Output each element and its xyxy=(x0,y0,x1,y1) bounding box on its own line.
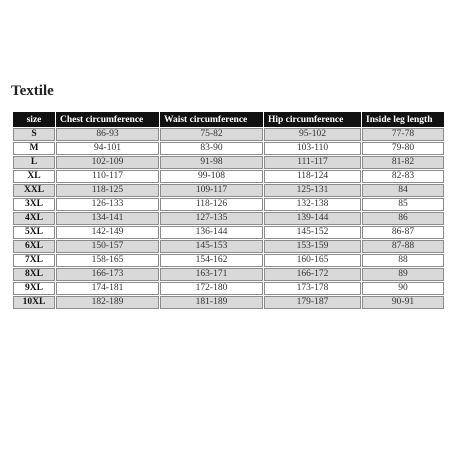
table-row xyxy=(13,296,444,309)
size-cell: 6XL xyxy=(13,240,55,253)
size-cell: 8XL xyxy=(13,268,55,281)
leg-cell: 77-78 xyxy=(362,128,444,141)
table-header-row xyxy=(13,112,444,127)
waist-cell: 99-108 xyxy=(160,170,263,183)
header-chest: Chest circumference xyxy=(56,112,159,127)
waist-cell: 118-126 xyxy=(160,198,263,211)
hip-cell: 160-165 xyxy=(264,254,361,267)
waist-cell: 127-135 xyxy=(160,212,263,225)
table-row xyxy=(13,268,444,281)
leg-cell: 88 xyxy=(362,254,444,267)
header-waist: Waist circumference xyxy=(160,112,263,127)
header-inside-leg: Inside leg length xyxy=(362,112,444,127)
chest-cell: 134-141 xyxy=(56,212,159,225)
chest-cell: 86-93 xyxy=(56,128,159,141)
size-cell: L xyxy=(13,156,55,169)
chest-cell: 102-109 xyxy=(56,156,159,169)
hip-cell: 173-178 xyxy=(264,282,361,295)
waist-cell: 75-82 xyxy=(160,128,263,141)
leg-cell: 86 xyxy=(362,212,444,225)
hip-cell: 139-144 xyxy=(264,212,361,225)
table-row xyxy=(13,184,444,197)
leg-cell: 85 xyxy=(362,198,444,211)
hip-cell: 118-124 xyxy=(264,170,361,183)
chest-cell: 166-173 xyxy=(56,268,159,281)
waist-cell: 136-144 xyxy=(160,226,263,239)
waist-cell: 83-90 xyxy=(160,142,263,155)
waist-cell: 172-180 xyxy=(160,282,263,295)
hip-cell: 125-131 xyxy=(264,184,361,197)
leg-cell: 86-87 xyxy=(362,226,444,239)
table-row xyxy=(13,128,444,141)
hip-cell: 132-138 xyxy=(264,198,361,211)
hip-cell: 145-152 xyxy=(264,226,361,239)
size-chart-table xyxy=(12,111,445,310)
chest-cell: 174-181 xyxy=(56,282,159,295)
size-cell: 5XL xyxy=(13,226,55,239)
chest-cell: 182-189 xyxy=(56,296,159,309)
leg-cell: 90 xyxy=(362,282,444,295)
leg-cell: 79-80 xyxy=(362,142,444,155)
chest-cell: 158-165 xyxy=(56,254,159,267)
size-cell: XXL xyxy=(13,184,55,197)
size-cell: S xyxy=(13,128,55,141)
leg-cell: 82-83 xyxy=(362,170,444,183)
hip-cell: 111-117 xyxy=(264,156,361,169)
table-row xyxy=(13,156,444,169)
waist-cell: 154-162 xyxy=(160,254,263,267)
size-cell: M xyxy=(13,142,55,155)
chest-cell: 150-157 xyxy=(56,240,159,253)
waist-cell: 145-153 xyxy=(160,240,263,253)
leg-cell: 81-82 xyxy=(362,156,444,169)
section-heading: Textile xyxy=(11,83,54,99)
chest-cell: 118-125 xyxy=(56,184,159,197)
header-size: size xyxy=(13,112,55,127)
size-cell: 3XL xyxy=(13,198,55,211)
table-row xyxy=(13,254,444,267)
table-row xyxy=(13,282,444,295)
size-cell: 9XL xyxy=(13,282,55,295)
table-row xyxy=(13,170,444,183)
hip-cell: 166-172 xyxy=(264,268,361,281)
leg-cell: 84 xyxy=(362,184,444,197)
waist-cell: 109-117 xyxy=(160,184,263,197)
table-row xyxy=(13,226,444,239)
size-cell: 4XL xyxy=(13,212,55,225)
table-row xyxy=(13,212,444,225)
size-cell: 10XL xyxy=(13,296,55,309)
leg-cell: 90-91 xyxy=(362,296,444,309)
hip-cell: 153-159 xyxy=(264,240,361,253)
chest-cell: 142-149 xyxy=(56,226,159,239)
hip-cell: 95-102 xyxy=(264,128,361,141)
chest-cell: 94-101 xyxy=(56,142,159,155)
hip-cell: 103-110 xyxy=(264,142,361,155)
waist-cell: 163-171 xyxy=(160,268,263,281)
size-cell: XL xyxy=(13,170,55,183)
table-row xyxy=(13,142,444,155)
table-row xyxy=(13,198,444,211)
size-cell: 7XL xyxy=(13,254,55,267)
leg-cell: 87-88 xyxy=(362,240,444,253)
waist-cell: 181-189 xyxy=(160,296,263,309)
leg-cell: 89 xyxy=(362,268,444,281)
table-row xyxy=(13,240,444,253)
waist-cell: 91-98 xyxy=(160,156,263,169)
chest-cell: 126-133 xyxy=(56,198,159,211)
hip-cell: 179-187 xyxy=(264,296,361,309)
chest-cell: 110-117 xyxy=(56,170,159,183)
header-hip: Hip circumference xyxy=(264,112,361,127)
